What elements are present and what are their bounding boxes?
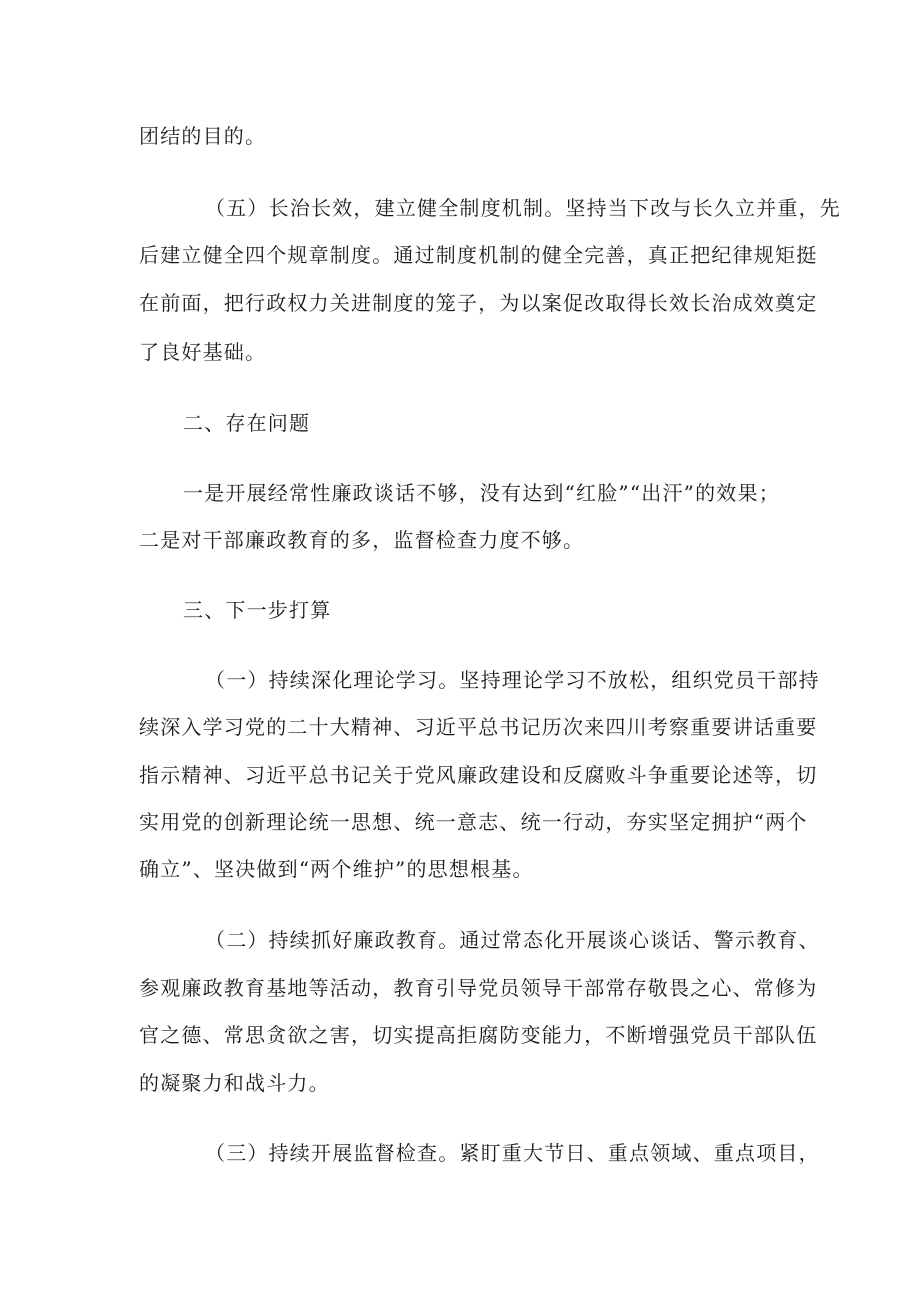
paragraph-line: 团结的目的。 <box>139 124 267 148</box>
paragraph-line: 实用党的创新理论统一思想、统一意志、统一行动，夯实坚定拥护“两个 <box>139 810 808 834</box>
paragraph-line: 了良好基础。 <box>139 340 267 364</box>
paragraph-line: 在前面，把行政权力关进制度的笼子，为以案促改取得长效长治成效奠定 <box>139 291 818 315</box>
paragraph-line: 确立”、坚决做到“两个维护”的思想根基。 <box>139 857 534 881</box>
paragraph-line: （一）持续深化理论学习。坚持理论学习不放松，组织党员干部持 <box>205 668 820 692</box>
paragraph-line: 的凝聚力和战斗力。 <box>139 1071 330 1095</box>
paragraph-line: （二）持续抓好廉政教育。通过常态化开展谈心谈话、警示教育、 <box>205 928 820 952</box>
paragraph-line: 指示精神、习近平总书记关于党风廉政建设和反腐败斗争重要论述等，切 <box>139 763 818 787</box>
paragraph-line: 二是对干部廉政教育的多，监督检查力度不够。 <box>139 528 585 552</box>
paragraph-line: 后建立健全四个规章制度。通过制度机制的健全完善，真正把纪律规矩挺 <box>139 243 818 267</box>
paragraph-line: 官之德、常思贪欲之害，切实提高拒腐防变能力，不断增强党员干部队伍 <box>139 1023 818 1047</box>
paragraph-line: 一是开展经常性廉政谈话不够，没有达到“红脸”“出汗”的效果； <box>183 481 780 505</box>
paragraph-line: （五）长治长效，建立健全制度机制。坚持当下改与长久立并重，先 <box>205 196 841 220</box>
paragraph-line: 续深入学习党的二十大精神、习近平总书记历次来四川考察重要讲话重要 <box>139 715 818 739</box>
section-heading: 二、存在问题 <box>183 411 311 435</box>
paragraph-line: 参观廉政教育基地等活动，教育引导党员领导干部常存敬畏之心、常修为 <box>139 976 818 1000</box>
paragraph-line: （三）持续开展监督检查。紧盯重大节日、重点领域、重点项目， <box>205 1141 820 1165</box>
section-heading: 三、下一步打算 <box>183 598 332 622</box>
